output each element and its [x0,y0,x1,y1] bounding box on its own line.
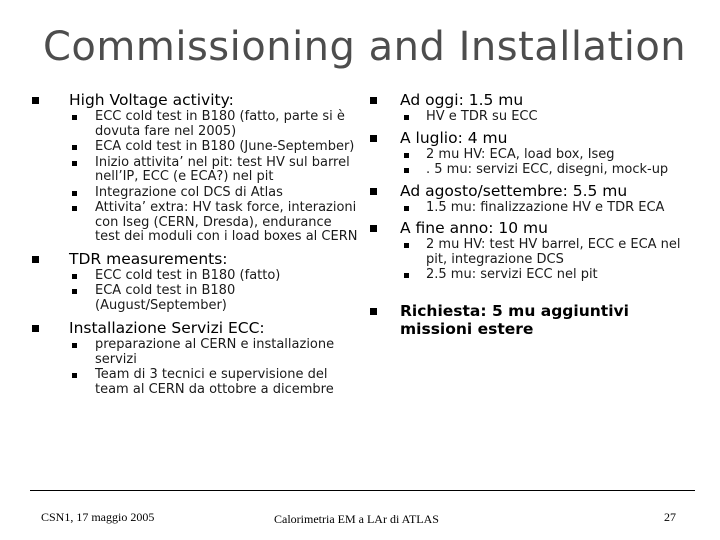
sub-bullet-text: 2.5 mu: servizi ECC nel pit [426,267,598,282]
small-square-bullet-icon [404,115,409,120]
bullet-text: A fine anno: 10 mu [400,219,548,237]
small-square-bullet-icon [404,206,409,211]
small-square-bullet-icon [72,161,77,166]
sub-bullet-text: ECC cold test in B180 (fatto, parte si è dovuta fare nel 2005) [95,109,345,139]
sub-bullet-item [30,368,360,397]
square-bullet-icon [32,97,39,104]
sub-bullet-item [368,110,698,125]
footer-date: CSN1, 17 maggio 2005 [41,510,155,524]
square-bullet-icon [370,188,377,195]
small-square-bullet-icon [404,273,409,278]
small-square-bullet-icon [72,206,77,211]
bullet-text: High Voltage activity: [69,91,234,109]
sub-bullet-item [368,268,698,283]
sub-bullet-text: Attivita’ extra: HV task force, interazioni con Iseg (CERN, Dresda), endurance test dei moduli con i load boxes al CERN [95,200,358,244]
small-square-bullet-icon [72,289,77,294]
bullet-text: Ad oggi: 1.5 mu [400,91,524,109]
sub-bullet-item [368,238,698,267]
sub-bullet-text: 2 mu HV: ECA, load box, Iseg [426,146,615,162]
sub-bullet-item [30,156,360,185]
sub-bullet-item [30,201,360,245]
square-bullet-icon [370,135,377,142]
sub-bullet-text: Inizio attivita’ nel pit: test HV sul barrel nell’IP, ECC (e ECA?) nel pit [95,154,350,184]
small-square-bullet-icon [72,373,77,378]
sub-bullet-text: preparazione al CERN e installazione servizi [95,337,335,367]
sub-bullet-text: 1.5 mu: finalizzazione HV e TDR ECA [426,199,665,215]
bullet-item [368,182,698,200]
bullet-item [30,91,360,109]
left-column [30,88,360,397]
sub-bullet-text: ECA cold test in B180 (June-September) [95,139,355,154]
bullet-text: TDR measurements: [69,249,228,268]
square-bullet-icon [32,325,39,332]
bullet-item [368,302,698,338]
small-square-bullet-icon [72,274,77,279]
small-square-bullet-icon [404,168,409,173]
bullet-text: Installazione Servizi ECC: [69,319,265,337]
sub-bullet-item [30,110,360,139]
sub-bullet-item [368,163,698,178]
small-square-bullet-icon [72,191,77,196]
right-column [368,88,698,338]
bullet-item [368,91,698,109]
bullet-item [30,319,360,337]
bullet-text: Richiesta: 5 mu aggiuntivi missioni estere [400,301,629,338]
sub-bullet-text: Integrazione col DCS di Atlas [95,184,283,200]
sub-bullet-item [30,186,360,201]
bullet-text: Ad agosto/settembre: 5.5 mu [400,181,628,200]
square-bullet-icon [370,97,377,104]
square-bullet-icon [32,256,39,263]
sub-bullet-item [30,140,360,155]
sub-bullet-item [368,148,698,163]
sub-bullet-text: Team di 3 tecnici e supervisione del team al CERN da ottobre a dicembre [95,367,334,397]
small-square-bullet-icon [404,153,409,158]
small-square-bullet-icon [72,115,77,120]
bullet-item [368,129,698,147]
sub-bullet-text: 2 mu HV: test HV barrel, ECC e ECA nel pit, integrazione DCS [426,237,681,267]
sub-bullet-item [30,284,360,313]
bullet-item [30,250,360,268]
bullet-item [368,219,698,237]
footer-divider [30,490,695,491]
square-bullet-icon [370,308,377,315]
small-square-bullet-icon [72,343,77,348]
sub-bullet-text: ECC cold test in B180 (fatto) [95,267,281,283]
footer-title: Calorimetria EM a LAr di ATLAS [274,512,439,526]
slide-title: Commissioning and Installation [43,24,687,70]
sub-bullet-text: ECA cold test in B180 (August/September) [95,283,236,313]
sub-bullet-item [30,338,360,367]
square-bullet-icon [370,225,377,232]
small-square-bullet-icon [72,145,77,150]
page-number: 27 [664,510,676,524]
small-square-bullet-icon [404,243,409,248]
bullet-text: A luglio: 4 mu [400,128,508,147]
sub-bullet-text: HV e TDR su ECC [426,109,538,124]
sub-bullet-item [368,201,698,216]
sub-bullet-text: . 5 mu: servizi ECC, disegni, mock-up [426,162,669,177]
sub-bullet-item [30,269,360,284]
